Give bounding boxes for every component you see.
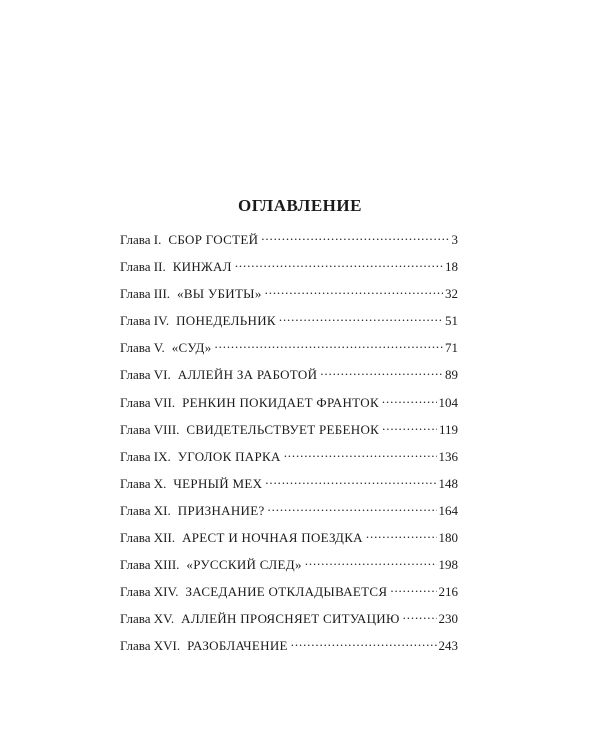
chapter-title: КИНЖАЛ xyxy=(172,259,232,275)
toc-entry xyxy=(120,636,458,663)
toc-entry xyxy=(120,338,458,365)
dot-leader xyxy=(279,311,443,325)
chapter-number: Глава XVI. xyxy=(120,638,181,654)
chapter-page-number: 243 xyxy=(438,638,458,654)
chapter-number: Глава VII. xyxy=(120,394,176,410)
chapter-number: Глава I. xyxy=(120,232,162,247)
toc-heading: ОГЛАВЛЕНИЕ xyxy=(238,196,362,215)
dot-leader xyxy=(320,365,443,379)
dot-leader xyxy=(235,257,443,271)
chapter-number: Глава XIII. xyxy=(120,557,180,573)
dot-leader xyxy=(265,474,436,488)
chapter-page-number: 32 xyxy=(445,286,458,302)
chapter-title: ПРИЗНАНИЕ? xyxy=(177,502,265,518)
chapter-title: АРЕСТ И НОЧНАЯ ПОЕЗДКА xyxy=(182,530,363,546)
chapter-page-number: 3 xyxy=(451,232,458,247)
chapter-page-number: 51 xyxy=(445,313,458,329)
chapter-page-number: 119 xyxy=(438,421,458,437)
toc-entry xyxy=(120,609,458,636)
dot-leader xyxy=(261,230,449,244)
chapter-number: Глава XV. xyxy=(120,611,175,627)
dot-leader xyxy=(390,582,436,596)
chapter-title: РАЗОБЛАЧЕНИЕ xyxy=(187,638,288,654)
chapter-page-number: 164 xyxy=(438,502,458,518)
toc-entry xyxy=(120,230,458,257)
toc-entry xyxy=(120,311,458,338)
dot-leader xyxy=(366,528,437,542)
toc-entry xyxy=(120,501,458,528)
dot-leader xyxy=(215,338,443,352)
chapter-title: РЕНКИН ПОКИДАЕТ ФРАНТОК xyxy=(182,394,379,410)
toc-entry xyxy=(120,365,458,392)
chapter-page-number: 148 xyxy=(438,475,458,491)
dot-leader xyxy=(265,284,443,298)
toc-entry xyxy=(120,393,458,420)
chapter-number: Глава V. xyxy=(120,340,165,356)
chapter-title: ЧЕРНЫЙ МЕХ xyxy=(173,475,263,491)
dot-leader xyxy=(382,393,437,407)
chapter-page-number: 18 xyxy=(445,259,458,275)
toc-list xyxy=(120,230,458,664)
toc-entry xyxy=(120,474,458,501)
dot-leader xyxy=(403,609,437,623)
chapter-number: Глава VIII. xyxy=(120,421,180,437)
chapter-title: СБОР ГОСТЕЙ xyxy=(168,232,259,247)
toc-entry xyxy=(120,528,458,555)
chapter-number: Глава II. xyxy=(120,259,166,275)
chapter-number: Глава XI. xyxy=(120,502,171,518)
dot-leader xyxy=(291,636,437,650)
chapter-number: Глава XII. xyxy=(120,530,176,546)
chapter-number: Глава IX. xyxy=(120,448,171,464)
chapter-page-number: 180 xyxy=(438,530,458,546)
toc-entry xyxy=(120,555,458,582)
toc-entry xyxy=(120,257,458,284)
dot-leader xyxy=(268,501,437,515)
dot-leader xyxy=(305,555,437,569)
chapter-title: «СУД» xyxy=(171,340,212,356)
chapter-title: «РУССКИЙ СЛЕД» xyxy=(186,557,302,573)
chapter-title: СВИДЕТЕЛЬСТВУЕТ РЕБЕНОК xyxy=(186,421,380,437)
chapter-title: ЗАСЕДАНИЕ ОТКЛАДЫВАЕТСЯ xyxy=(185,584,388,600)
chapter-title: УГОЛОК ПАРКА xyxy=(177,448,281,464)
chapter-page-number: 89 xyxy=(445,367,458,383)
chapter-page-number: 216 xyxy=(438,584,458,600)
chapter-page-number: 71 xyxy=(445,340,458,356)
toc-entry xyxy=(120,582,458,609)
toc-entry xyxy=(120,420,458,447)
chapter-title: «ВЫ УБИТЫ» xyxy=(177,286,262,302)
chapter-title: АЛЛЕЙН ПРОЯСНЯЕТ СИТУАЦИЮ xyxy=(181,611,400,627)
chapter-number: Глава IV. xyxy=(120,313,170,329)
chapter-number: Глава XIV. xyxy=(120,584,179,600)
chapter-number: Глава III. xyxy=(120,286,171,302)
chapter-title: ПОНЕДЕЛЬНИК xyxy=(176,313,276,329)
chapter-page-number: 136 xyxy=(438,448,458,464)
toc-entry xyxy=(120,284,458,311)
chapter-title: АЛЛЕЙН ЗА РАБОТОЙ xyxy=(177,367,318,383)
toc-entry xyxy=(120,447,458,474)
chapter-number: Глава X. xyxy=(120,475,167,491)
chapter-page-number: 198 xyxy=(438,557,458,573)
chapter-page-number: 104 xyxy=(438,394,458,410)
chapter-page-number: 230 xyxy=(438,611,458,627)
chapter-number: Глава VI. xyxy=(120,367,171,383)
dot-leader xyxy=(284,447,437,461)
dot-leader xyxy=(382,420,437,434)
